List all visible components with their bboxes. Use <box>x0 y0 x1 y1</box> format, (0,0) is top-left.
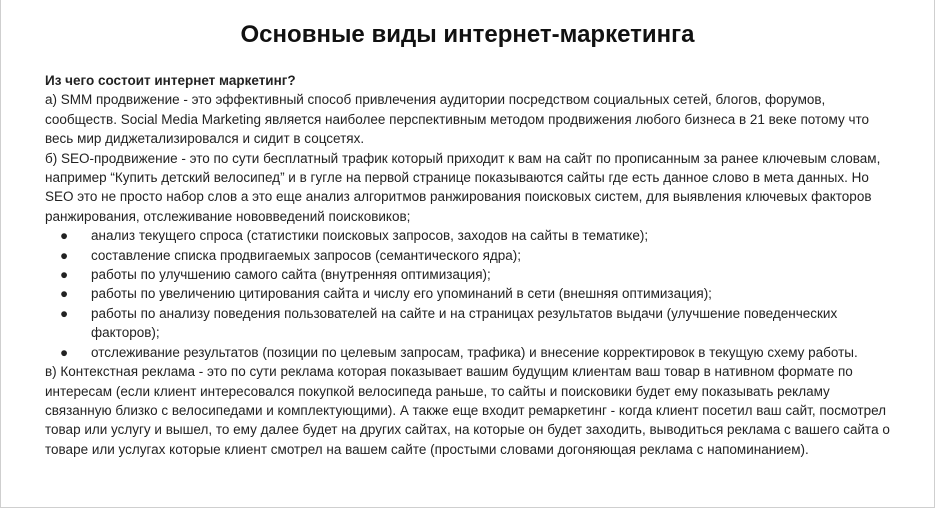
list-item <box>45 304 891 343</box>
document-body <box>45 71 891 459</box>
list-item <box>45 226 891 245</box>
list-item-text: отслеживание результатов (позиции по целевым запросам, трафика) и внесение корректировок в текущую схему работы. <box>91 344 858 360</box>
list-item <box>45 265 891 284</box>
bullet-dot-icon: ● <box>60 344 69 360</box>
section-subheading: Из чего состоит интернет маркетинг? <box>45 73 296 88</box>
paragraph-seo: б) SEO-продвижение - это по сути бесплатный трафик который приходит к вам на сайт по прописанным за ранее ключевым словам, например “Купить детский велосипед” и в гугле на первой странице показываются сайты где есть данное слово в мета данных. Но SEO это не просто набор слов а это еще анализ алгоритмов ранжирования поисковых систем, для выявления ключевых факторов ранжирования, отслеживание нововведений поисковиков; <box>45 150 881 224</box>
bullet-dot-icon: ● <box>60 286 69 302</box>
list-item <box>45 343 891 362</box>
list-item <box>45 246 891 265</box>
list-item-text: анализ текущего спроса (статистики поисковых запросов, заходов на сайты в тематике); <box>91 228 649 244</box>
list-item-text: составление списка продвигаемых запросов (семантического ядра); <box>91 247 522 263</box>
paragraph-smm: а) SMM продвижение - это эффективный способ привлечения аудитории посредством социальных сетей, блогов, форумов, сообществ. Social Media Marketing является наиболее перспективным методом продвижения любого бизнеса в 21 веке потому что весь мир диджетализировался и сидит в соцсетях. <box>45 92 870 147</box>
page-title: Основные виды интернет-маркетинга <box>240 21 695 48</box>
list-item-text: работы по увеличению цитирования сайта и числу его упоминаний в сети (внешняя оптимизация); <box>91 286 712 302</box>
list-item-text: работы по улучшению самого сайта (внутренняя оптимизация); <box>91 267 491 283</box>
bullet-dot-icon: ● <box>60 228 69 244</box>
list-item <box>45 284 891 303</box>
seo-bullet-list <box>45 226 891 362</box>
bullet-dot-icon: ● <box>60 267 69 283</box>
list-item-text: работы по анализу поведения пользователей на сайте и на страницах результатов выдачи (улучшение поведенческих факторов); <box>91 305 838 341</box>
bullet-dot-icon: ● <box>60 305 69 321</box>
paragraph-context-ads: в) Контекстная реклама - это по сути реклама которая показывает вашим будущим клиентам ваш товар в нативном формате по интересам (если клиент интересовался покупкой велосипеда раньше, то сайты и поисковики будет ему показывать рекламу связанную близко с велосипедами и комплектующими). А также еще входит ремаркетинг - когда клиент посетил ваш сайт, посмотрел товар или услугу и вышел, то ему далее будет на других сайтах, на которые он будет заходить, выводиться реклама с вашего сайта о товаре или услугах которые клиент смотрел на вашем сайте (простыми словами догоняющая реклама с напоминанием). <box>45 364 890 457</box>
bullet-dot-icon: ● <box>60 247 69 263</box>
